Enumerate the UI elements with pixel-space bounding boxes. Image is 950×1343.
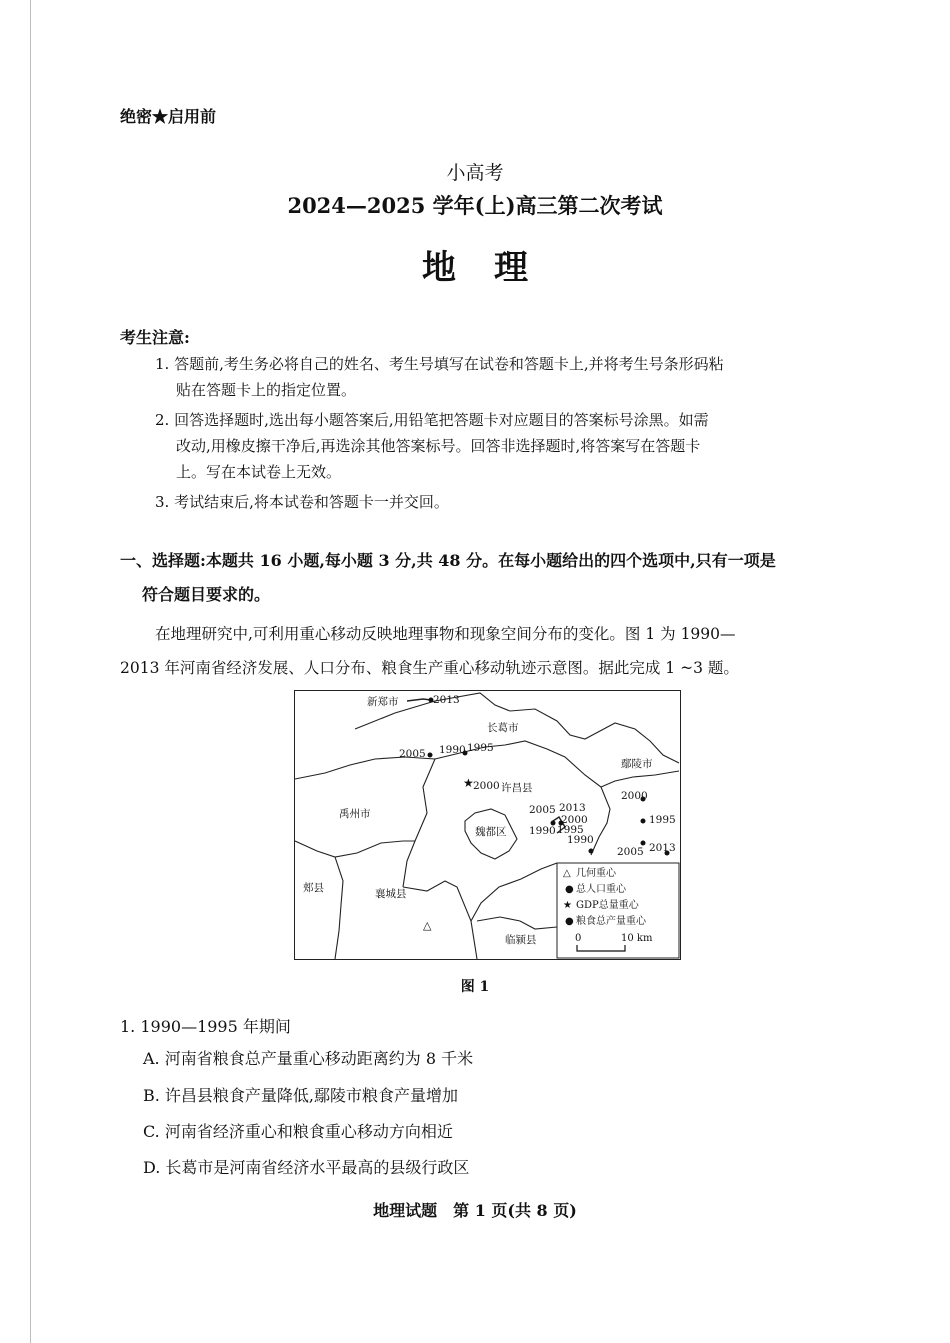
boundary-jiaxian (335, 857, 343, 959)
question-1-stem: 1. 1990—1995 年期间 (120, 1017, 291, 1036)
subject-title: 地理 (422, 248, 566, 288)
question-1-option-d: D. 长葛市是河南省经济水平最高的县级行政区 (143, 1158, 470, 1177)
label-changge: 长葛市 (487, 722, 519, 734)
section-heading-cont: 符合题目要求的。 (142, 585, 271, 604)
label-linying: 临颍县 (505, 934, 537, 946)
point-2005-left (428, 753, 433, 758)
legend-dot-icon-2: ● (565, 916, 574, 927)
gdp-star-icon: ★ (463, 776, 474, 790)
point-2005-right (641, 841, 646, 846)
scale-ten: 10 km (621, 933, 653, 944)
question-1-option-a: A. 河南省粮食总产量重心移动距离约为 8 千米 (143, 1049, 474, 1068)
notice-item-1-line-2: 贴在答题卡上的指定位置。 (176, 381, 357, 399)
year-2000-center: 2000 (561, 814, 588, 826)
question-1-option-c: C. 河南省经济重心和粮食重心移动方向相近 (143, 1122, 453, 1141)
boundary-yanling (601, 771, 679, 787)
label-jiaxian: 郏县 (303, 882, 324, 894)
track-pop-top (407, 699, 431, 701)
notice-item-2-line-1: 2. 回答选择题时,选出每小题答案后,用铅笔把答题卡对应题目的答案标号涂黑。如需 (155, 411, 709, 429)
intro-line-2: 2013 年河南省经济发展、人口分布、粮食生产重心移动轨迹示意图。据此完成 1 ~3 题。 (120, 659, 739, 677)
notice-item-1-line-1: 1. 答题前,考生务必将自己的姓名、考生号填写在试卷和答题卡上,并将考生号条形码粘 (155, 355, 724, 373)
label-xuchang: 许昌县 (501, 782, 533, 794)
boundary-xiangcheng (403, 881, 477, 959)
figure-1-map (294, 690, 681, 960)
notice-item-2-line-2: 改动,用橡皮擦干净后,再选涂其他答案标号。回答非选择题时,将答案写在答题卡 (176, 437, 701, 455)
map-legend (557, 863, 679, 958)
legend-geometric: 几何重心 (576, 868, 616, 879)
label-xinzheng: 新郑市 (367, 696, 399, 708)
geometric-center-icon: △ (423, 919, 432, 932)
scale-zero: 0 (575, 933, 582, 944)
section-heading: 一、选择题:本题共 16 小题,每小题 3 分,共 48 分。在每小题给出的四个选项中,只有一项是 (120, 551, 776, 570)
year-1990-center-2: 1990 (567, 834, 594, 846)
year-2000-gdp: 2000 (473, 780, 500, 792)
year-1990-left: 1990 (439, 744, 466, 756)
figure-caption: 图 1 (460, 979, 490, 995)
year-1995-left: 1995 (467, 742, 494, 754)
year-2005-left: 2005 (399, 748, 426, 760)
year-2005-right: 2005 (617, 846, 644, 858)
boundary-linying (477, 917, 557, 929)
secret-mark: 绝密★启用前 (120, 107, 217, 126)
boundary-inner (471, 863, 557, 921)
label-weidu: 魏都区 (475, 826, 507, 838)
legend-grain: 粮食总产量重心 (576, 916, 646, 927)
year-2013-top: 2013 (433, 694, 460, 706)
notice-item-3: 3. 考试结束后,将本试卷和答题卡一并交回。 (155, 493, 449, 511)
exam-title: 2024—2025 学年(上)高三第二次考试 (287, 193, 663, 218)
year-2013-center: 2013 (559, 802, 586, 814)
year-1995-right: 1995 (649, 814, 676, 826)
year-1995-center: 1995 (557, 824, 584, 836)
boundary-yuzhou (295, 757, 435, 779)
legend-gdp: GDP总量重心 (576, 900, 639, 911)
question-1-option-b: B. 许昌县粮食产量降低,鄢陵市粮食产量增加 (143, 1086, 459, 1105)
legend-population: 总人口重心 (576, 884, 626, 895)
boundary-xuchang (403, 759, 435, 887)
page-footer: 地理试题 第 1 页(共 8 页) (373, 1201, 577, 1220)
sub-title: 小高考 (446, 162, 504, 184)
legend-star-icon: ★ (563, 900, 572, 911)
label-yanling: 鄢陵市 (621, 758, 653, 770)
point-1990-center (589, 849, 594, 854)
notice-heading: 考生注意: (120, 328, 190, 347)
label-xiangcheng: 襄城县 (375, 888, 407, 900)
point-1995-right (641, 819, 646, 824)
year-2005-center: 2005 (529, 804, 556, 816)
intro-line-1: 在地理研究中,可利用重心移动反映地理事物和现象空间分布的变化。图 1 为 1990— (155, 625, 736, 643)
label-yuzhou: 禹州市 (339, 808, 371, 820)
notice-item-2-line-3: 上。写在本试卷上无效。 (176, 463, 342, 481)
boundary-west (295, 841, 415, 857)
year-1990-center: 1990 (529, 825, 556, 837)
year-2000-right: 2000 (621, 790, 648, 802)
legend-dot-icon: ● (565, 884, 574, 895)
legend-triangle-icon: △ (563, 868, 571, 879)
map-svg (295, 691, 680, 959)
year-2013-right: 2013 (649, 842, 676, 854)
